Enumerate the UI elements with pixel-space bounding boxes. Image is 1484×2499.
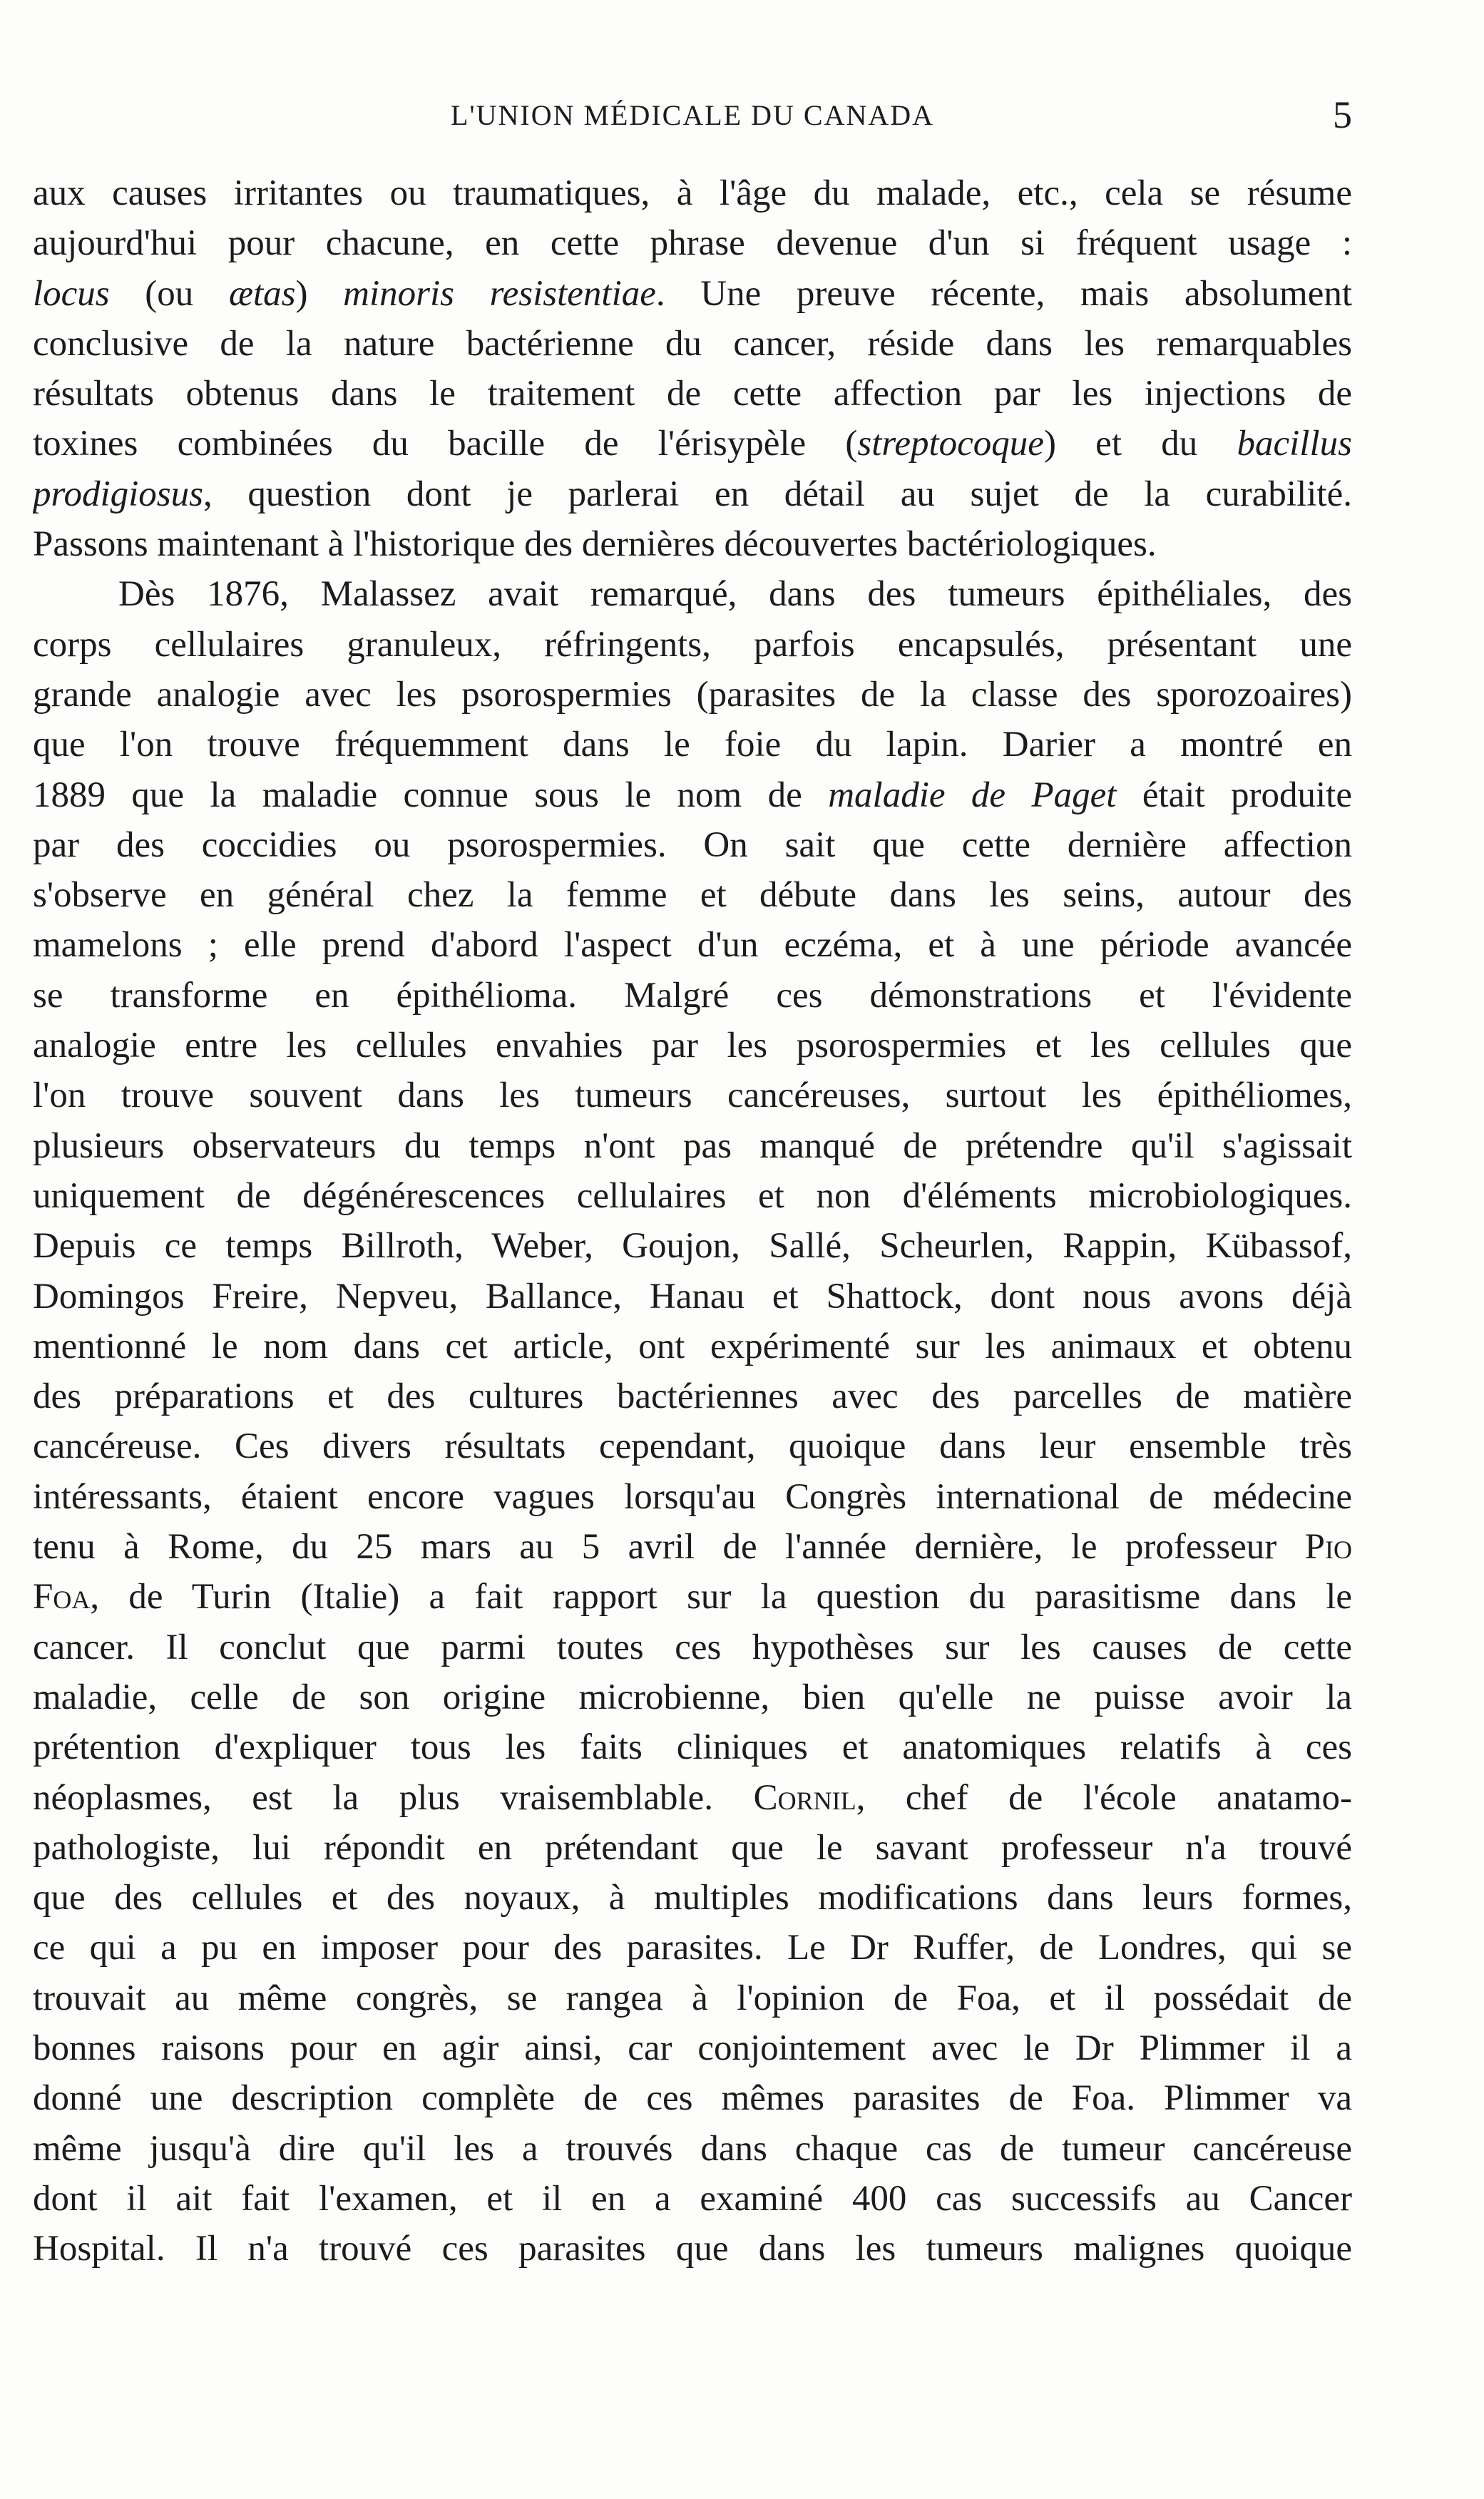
text-segment: mentionné le nom dans cet article, ont expérimenté sur les animaux et obtenu: [33, 1326, 1352, 1366]
text-line: [33, 1322, 1352, 1371]
text-line: [33, 168, 1352, 218]
text-segment: plusieurs observateurs du temps n'ont pas manqué de prétendre qu'il s'agissait: [33, 1125, 1352, 1166]
text-segment: mamelons ; elle prend d'abord l'aspect d'un eczéma, et à une période avancée: [33, 925, 1352, 966]
text-line: [33, 1923, 1352, 1973]
text-line: [33, 269, 1352, 319]
text-segment: que l'on trouve fréquemment dans le foie du lapin. Darier a montré en: [33, 725, 1352, 765]
text-line: [33, 218, 1352, 268]
text-segment: conclusive de la nature bactérienne du cancer, réside dans les remarquables: [33, 323, 1352, 364]
text-segment: analogie entre les cellules envahies par les psorospermies et les cellules que: [33, 1026, 1352, 1066]
text-line: [33, 971, 1352, 1021]
text-segment: , question dont je parlerai en détail au sujet de la curabilité.: [203, 474, 1352, 514]
text-line: [33, 569, 1352, 619]
text-segment: Pio: [1304, 1527, 1352, 1568]
text-segment: , chef de l'école anatamo-: [856, 1777, 1352, 1818]
text-line: [33, 1722, 1352, 1772]
text-segment: même jusqu'à dire qu'il les a trouvés dans chaque cas de tumeur cancéreuse: [33, 2128, 1352, 2169]
text-segment: intéressants, étaient encore vagues lorsqu'au Congrès international de médecine: [33, 1476, 1352, 1517]
text-line: [33, 720, 1352, 770]
text-line: [33, 319, 1352, 369]
text-line: [33, 820, 1352, 870]
text-segment: tenu à Rome, du 25 mars au 5 avril de l'année dernière, le professeur: [33, 1527, 1305, 1568]
text-segment: que des cellules et des noyaux, à multiples modifications dans leurs formes,: [33, 1878, 1352, 1918]
page-number: 5: [1333, 93, 1352, 136]
text-line: [33, 1873, 1352, 1923]
text-line: [33, 670, 1352, 720]
text-line: [33, 369, 1352, 419]
text-segment: locus: [33, 273, 110, 314]
text-segment: ) et du: [1043, 424, 1237, 464]
text-line: [33, 2073, 1352, 2123]
text-segment: dont il ait fait l'examen, et il en a examiné 400 cas successifs au Cancer: [33, 2178, 1352, 2219]
text-segment: s'observe en général chez la femme et débute dans les seins, autour des: [33, 875, 1352, 916]
text-segment: cancéreuse. Ces divers résultats cependant, quoique dans leur ensemble très: [33, 1426, 1352, 1467]
text-segment: corps cellulaires granuleux, réfringents, parfois encapsulés, présentant une: [33, 624, 1352, 665]
text-line: [33, 1371, 1352, 1421]
text-segment: Foa: [33, 1577, 91, 1618]
text-line: [33, 770, 1352, 820]
text-line: [33, 920, 1352, 970]
text-line: [33, 1171, 1352, 1221]
text-segment: Cornil: [753, 1777, 856, 1818]
text-segment: Domingos Freire, Nepveu, Ballance, Hanau et Shattock, dont nous avons déjà: [33, 1276, 1352, 1317]
text-segment: trouvait au même congrès, se rangea à l'opinion de Foa, et il possédait de: [33, 1978, 1352, 2018]
text-line: [33, 1973, 1352, 2023]
text-segment: se transforme en épithélioma. Malgré ces démonstrations et l'évidente: [33, 975, 1352, 1016]
text-segment: minoris resistentiae: [343, 273, 656, 314]
text-segment: , de Turin (Italie) a fait rapport sur la question du parasitisme dans le: [90, 1577, 1352, 1618]
text-segment: prodigiosus: [33, 474, 203, 514]
text-line: [33, 1572, 1352, 1622]
text-line: [33, 1221, 1352, 1271]
text-segment: ): [295, 273, 344, 314]
text-segment: pathologiste, lui répondit en prétendant que le savant professeur n'a trouvé: [33, 1827, 1352, 1868]
text-segment: par des coccidies ou psorospermies. On sait que cette dernière affection: [33, 824, 1352, 865]
text-line: [33, 519, 1352, 569]
text-line: [33, 1823, 1352, 1873]
text-segment: aux causes irritantes ou traumatiques, à l'âge du malade, etc., cela se résume: [33, 173, 1352, 213]
text-line: [33, 2224, 1352, 2274]
text-segment: uniquement de dégénérescences cellulaires et non d'éléments microbiologiques.: [33, 1175, 1352, 1216]
text-segment: prétention d'expliquer tous les faits cliniques et anatomiques relatifs à ces: [33, 1727, 1352, 1768]
text-segment: Dès 1876, Malassez avait remarqué, dans des tumeurs épithéliales, des: [118, 574, 1352, 615]
text-segment: . Une preuve récente, mais absolument: [655, 273, 1352, 314]
text-segment: ce qui a pu en imposer pour des parasites. Le Dr Ruffer, de Londres, qui se: [33, 1928, 1352, 1968]
text-segment: grande analogie avec les psorospermies (parasites de la classe des sporozoaires): [33, 674, 1352, 715]
text-segment: maladie de Paget: [828, 775, 1117, 815]
text-line: [33, 1121, 1352, 1171]
text-line: [33, 2124, 1352, 2174]
running-title: L'UNION MÉDICALE DU CANADA: [450, 99, 935, 131]
text-segment: Passons maintenant à l'historique des dernières découvertes bactériologiques.: [33, 524, 1157, 565]
text-segment: toxines combinées du bacille de l'érisypèle (: [33, 424, 858, 464]
text-segment: (ou: [109, 273, 229, 314]
text-segment: Depuis ce temps Billroth, Weber, Goujon, Sallé, Scheurlen, Rappin, Kübassof,: [33, 1226, 1352, 1267]
text-segment: cancer. Il conclut que parmi toutes ces hypothèses sur les causes de cette: [33, 1627, 1352, 1667]
text-segment: était produite: [1116, 775, 1352, 815]
text-line: [33, 1672, 1352, 1722]
text-line: [33, 1421, 1352, 1471]
text-line: [33, 469, 1352, 519]
text-segment: ætas: [228, 273, 296, 314]
page-header: [33, 93, 1352, 148]
text-segment: néoplasmes, est la plus vraisemblable.: [33, 1777, 754, 1818]
text-segment: bacillus: [1237, 424, 1352, 464]
text-segment: aujourd'hui pour chacune, en cette phrase devenue d'un si fréquent usage :: [33, 223, 1352, 264]
text-line: [33, 1622, 1352, 1672]
text-segment: 1889 que la maladie connue sous le nom de: [33, 775, 829, 815]
text-line: [33, 1070, 1352, 1120]
text-segment: bonnes raisons pour en agir ainsi, car conjointement avec le Dr Plimmer il a: [33, 2028, 1352, 2068]
text-segment: résultats obtenus dans le traitement de cette affection par les injections de: [33, 374, 1352, 414]
text-line: [33, 2174, 1352, 2224]
text-segment: streptocoque: [857, 424, 1044, 464]
text-segment: des préparations et des cultures bactériennes avec des parcelles de matière: [33, 1376, 1352, 1417]
text-line: [33, 1472, 1352, 1522]
body-text: [33, 168, 1352, 2274]
text-line: [33, 419, 1352, 469]
text-segment: donné une description complète de ces mêmes parasites de Foa. Plimmer va: [33, 2078, 1352, 2119]
text-segment: Hospital. Il n'a trouvé ces parasites que dans les tumeurs malignes quoique: [33, 2229, 1352, 2269]
text-line: [33, 870, 1352, 920]
text-line: [33, 1522, 1352, 1572]
text-segment: l'on trouve souvent dans les tumeurs cancéreuses, surtout les épithéliomes,: [33, 1075, 1352, 1116]
text-line: [33, 2023, 1352, 2073]
text-line: [33, 620, 1352, 670]
text-line: [33, 1021, 1352, 1070]
text-line: [33, 1773, 1352, 1823]
text-line: [33, 1272, 1352, 1322]
text-segment: maladie, celle de son origine microbienne, bien qu'elle ne puisse avoir la: [33, 1677, 1352, 1717]
